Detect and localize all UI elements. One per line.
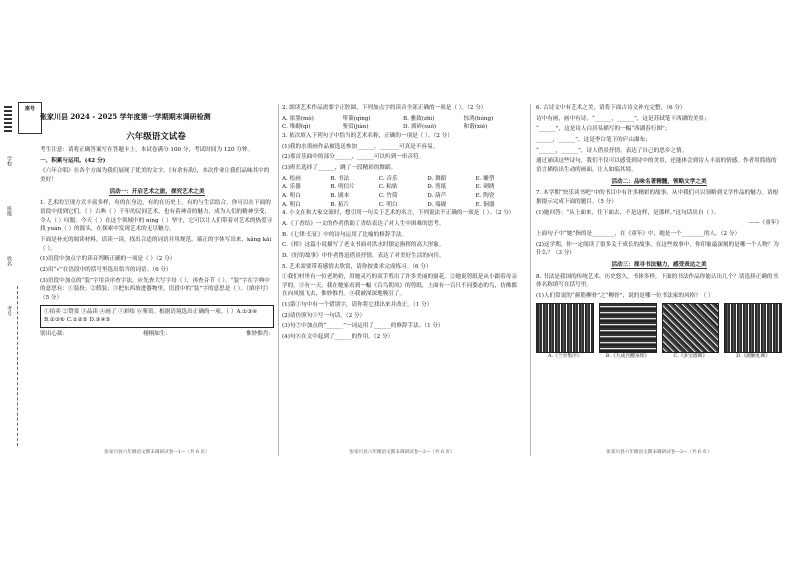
cut-line xyxy=(17,286,19,446)
binding-strip xyxy=(2,96,35,456)
page-divider xyxy=(530,104,531,456)
answer-item: 栩栩如生： xyxy=(143,330,171,337)
calligraphy-tile xyxy=(536,303,594,360)
sequence-mark xyxy=(4,106,12,108)
option: B. 拓片 xyxy=(330,201,350,208)
option: 鉴赏(jiàn) xyxy=(342,124,369,131)
question-3-line: (1)我的水墨画作品被选送参加______，_______可真是不容易。 xyxy=(282,143,439,150)
calligraphy-image xyxy=(724,303,782,353)
binding-label-class: 班级 xyxy=(6,206,12,216)
word-choice-text: ①拍卖 ②赞赏 ③品读 ④画了 ⑤彩绘 ⑥鉴赏。根据语境选出正确的一项。（ ）A.①③④ B.②③⑥ C.①②⑤ D.③④⑤ xyxy=(44,308,258,324)
page-footer: 张家川县六年级语文期末调研试卷—3—（共 6 页） xyxy=(606,449,712,455)
question-6-tail: 通过诵读这些诗句，我们不仅可以感受到诗中的美景，还能体会到诗人丰富的情感。作者用简练的语言描绘出生动的画面，让人如临其境。 xyxy=(536,158,777,173)
question-1-3: (3)语段中加点的“装”字用音序查字法，应先查大写字母（ ），再查音节（ ）。“装”字在字典中的意思有：①装扮；②假装；③把东西放进器物里。语段中的“装”字的意思是（ ）。（填序号）（5 分） xyxy=(40,277,272,301)
calligraphy-image xyxy=(536,303,594,353)
option: B. 书法 xyxy=(330,175,350,182)
question-3-line: (2)那首乐曲中的部分______，______可以听到一串音符。 xyxy=(282,154,425,161)
question-4-option: A.《丁香结》一文的作者借助丁香结表达了对人生中困难的思考。 xyxy=(282,220,445,227)
sequence-mark xyxy=(4,114,12,116)
sequence-mark xyxy=(4,126,12,128)
question-5: 5. 艺术需要带着感情去欣赏，请你按要求完成练习。（6 分） xyxy=(282,263,432,270)
calligraphy-caption: C.《多宝塔碑》 xyxy=(673,354,708,360)
question-7: 7. 本学期“快乐读书吧”中的书目中有许多精彩的故事，从中我们可以领略到文学作品的魅力。请根据提示完成下面的题目。（5 分） xyxy=(536,190,779,205)
activity-2-heading xyxy=(536,178,782,187)
option: E. 铜器 xyxy=(475,201,495,208)
option: C. 粘贴 xyxy=(378,184,398,191)
option: B. 剧本 xyxy=(330,192,350,199)
sequence-mark xyxy=(4,122,12,124)
intro-text: 《六年合唱》在各个方面为我们展现了优美的文字，《有余有韵》，本次作业让我们品味其中的美好！ xyxy=(40,168,270,183)
seat-label: 座号 xyxy=(24,106,35,112)
page-divider xyxy=(278,104,279,456)
binding-label-name: 姓名 xyxy=(6,256,12,266)
page-footer: 张家川县六年级语文期末调研试卷—1—（共 6 页） xyxy=(104,449,210,455)
option: E. 雕塑 xyxy=(475,175,495,182)
calligraphy-caption: D.《颜勤礼碑》 xyxy=(736,354,771,360)
question-3-options xyxy=(282,175,522,210)
sequence-mark xyxy=(4,110,12,112)
activity-2-label: 活动二：品味名著精髓，领略文学之美 xyxy=(611,178,707,185)
page-1 xyxy=(40,146,274,456)
page-footer: 张家川县六年级语文期末调研试卷—2—（共 6 页） xyxy=(349,449,455,455)
question-6-line: “______，______”，诗人借景抒情，表达了自己的思乡之情。 xyxy=(536,147,688,154)
option: C. 竹简 xyxy=(378,192,398,199)
option: D. 葫芦 xyxy=(427,192,447,199)
option: D. 舞蹈 xyxy=(427,175,447,182)
question-8-1: (1)人们常说的“颜筋柳骨”之“柳骨”，说的是哪一位书法家的风格？（ ） xyxy=(536,292,714,299)
question-4-option: B.《七律·长征》中的诗句运用了比喻的修辞手法。 xyxy=(282,231,408,238)
option: 和谐(xié) xyxy=(463,124,488,131)
calligraphy-tile xyxy=(724,303,782,360)
option: A. 乐器 xyxy=(282,184,301,191)
question-1-2: (2)用“√”在语段中的括号里选出恰当的词语。（6 分） xyxy=(40,266,172,273)
option: C. 音乐 xyxy=(378,175,398,182)
question-7-3: (2)这学期，你一定阅读了很多关于成长的故事，在这些故事中，你印象最深刻的是哪一个人物？为什么？（3 分） xyxy=(536,241,779,257)
calligraphy-tile xyxy=(662,303,720,360)
question-5-3: (3)句⑦中加点的“______”一词运用了______的修辞手法。（1 分） xyxy=(282,323,444,330)
binding-label-id: 考号 xyxy=(6,306,12,316)
question-1: 1. 艺术的呈现方式丰富多样，有的在身边，有的在历史上，有的与生活结合。你可以在下面的语段中找到它们。（ ）古典（ ）千年的民间艺术，也有着神奇的魅力，成为人们的精神享受，令人（ ）叹服。今天（ ）在这个领域中的 níng（ ）坚守，它可以让人们带着对艺术的热爱寻找 yuán（ ）的源头，在探索中发现艺术的无尽魅力。 xyxy=(40,200,273,233)
option: B. 雅致(zhì) xyxy=(403,115,435,122)
question-4-option: D.《好的故事》中作者鲁迅借景抒情，表达了对美好生活的向往。 xyxy=(282,252,445,259)
binding-label-school: 学校 xyxy=(6,156,12,166)
question-7-1: (1)她回答：“从上面来，往下面去，不是这样，是那样。”这句话出自（ ）。 xyxy=(536,209,720,216)
question-8: 8. 书法是我国的传统艺术，历史悠久，书体多样。下面的书法作品你能认出几个？请选择正确的书体名称填写在括号里。 xyxy=(536,273,779,289)
option: 筚篥(qìng) xyxy=(342,115,371,122)
question-3-line: (3)班长选择了______，跳了一段精彩的舞蹈。 xyxy=(282,164,397,171)
option: A. 绘画 xyxy=(282,175,301,182)
option: D. 琐碎(suǒ) xyxy=(403,124,437,131)
activity-3-label: 活动三：探寻书法魅力，感受表达之美 xyxy=(611,261,707,268)
answer-row xyxy=(40,330,274,339)
question-2-options xyxy=(282,115,522,132)
option: A. 明白 xyxy=(282,192,301,199)
calligraphy-image xyxy=(599,303,657,353)
page-3 xyxy=(536,104,782,456)
option: B. 明信片 xyxy=(330,184,355,191)
question-1-1: (1)语段中加点字的读音判断正确的一项是（ ）（2 分） xyxy=(40,256,176,263)
calligraphy-caption: A.《兰亭集序》 xyxy=(547,354,582,360)
question-4: 4. 小文在和大家交流时，想引用一句关于艺术的名言，下列说法不正确的一项是（ ）。（2 分） xyxy=(282,210,515,217)
option: D. 剪纸 xyxy=(427,184,447,191)
option: A. 明白 xyxy=(282,201,301,208)
option: 惊鸿(hóng) xyxy=(463,115,494,122)
sequence-mark xyxy=(4,118,12,120)
question-6-line: 诗中有画，画中有诗，“______，______”，这是苏轼笔下西湖的美景； xyxy=(536,115,710,122)
option: C. 明白 xyxy=(378,201,398,208)
page-2 xyxy=(282,104,522,456)
calligraphy-tile xyxy=(599,303,657,360)
question-5-4: (4)句⑧在文中起到了______的作用。（2 分） xyxy=(282,334,394,341)
exam-notice: 考生注意：请将正确答案写在答题卡上，本试卷满分 100 分，考试时间为 120 分钟。 xyxy=(40,147,254,153)
question-5-2: (2)请仿照句⑤写一句话。（2 分） xyxy=(282,312,366,319)
option: C. 堆砌(qì) xyxy=(282,124,311,131)
option: E. 刺绣 xyxy=(475,184,495,191)
calligraphy-gallery xyxy=(536,303,782,360)
question-2: 2. 朗读艺术作品需要字正腔圆，下列加点字的读音全部正确的一项是（ ）。（2 分） xyxy=(282,105,487,111)
exam-title: 张家川县 2024 - 2025 学年度第一学期期末调研检测 xyxy=(40,112,211,121)
activity-1-heading xyxy=(40,188,274,197)
activity-1-label: 活动一：开启艺术之旅，探究艺术之美 xyxy=(109,188,205,195)
question-6: 6. 古诗文中有艺术之美，请将下面古诗文补充完整。（6 分） xyxy=(536,105,686,111)
question-6-line: ______，______”，这是李白笔下的庐山瀑布； xyxy=(536,136,651,143)
question-5-passage: ①我们村里有一位老奶奶，用她灵巧的双手剪出了许多美丽的窗花。②她说剪纸是从小跟着母亲学的。③有一天，我在她家看到一幅《百鸟朝凤》的剪纸，上面有一百只不同姿态的鸟，仿佛都在向凤凰飞去，惟妙惟肖。④我被深深地吸引了。 xyxy=(282,274,517,298)
calligraphy-caption: B.《九成宫醴泉铭》 xyxy=(605,354,650,360)
question-4-option: C.《桥》这篇小说描写了老支书面对洪水时镇定指挥的高大形象。 xyxy=(282,242,445,249)
activity-3-heading xyxy=(536,261,782,270)
subject-title: 六年级语文试卷 xyxy=(126,132,186,142)
question-5-1: (1)第①句中有一个错别字，请你将它找出来并改正。（1 分） xyxy=(282,302,433,309)
word-choice-box xyxy=(40,305,274,328)
question-1-tail: 下面是补充的阅读材料，请读一读，找出合适的词语并用规范、端正的字体写出来，kǎng kǎi（ ）。 xyxy=(40,236,272,252)
calligraphy-image xyxy=(662,303,720,353)
question-7-quote-source: ——《童年》 xyxy=(748,220,782,227)
answer-item: 别出心裁： xyxy=(40,330,68,337)
sequence-mark xyxy=(4,130,12,132)
option: E. 陶瓷 xyxy=(475,192,495,199)
seat-number-box xyxy=(18,102,42,134)
question-6-line: “______”，这是诗人白居易描写的一幅“西湖春行图”； xyxy=(536,126,671,133)
option: D. 端砚 xyxy=(427,201,447,208)
question-7-2: 上面句子中“她”指的是________，在《童年》中，她是一个________的人。（2 分） xyxy=(536,230,741,237)
part-1-heading: 一、积累与运用。(42 分) xyxy=(40,157,106,164)
option: A. 浓墨(mò) xyxy=(282,115,314,122)
question-3: 3. 依次填入下列句子中恰当的艺术名称，正确的一项是（ ）。（2 分） xyxy=(282,132,453,139)
answer-item: 惟妙惟肖： xyxy=(246,330,274,337)
